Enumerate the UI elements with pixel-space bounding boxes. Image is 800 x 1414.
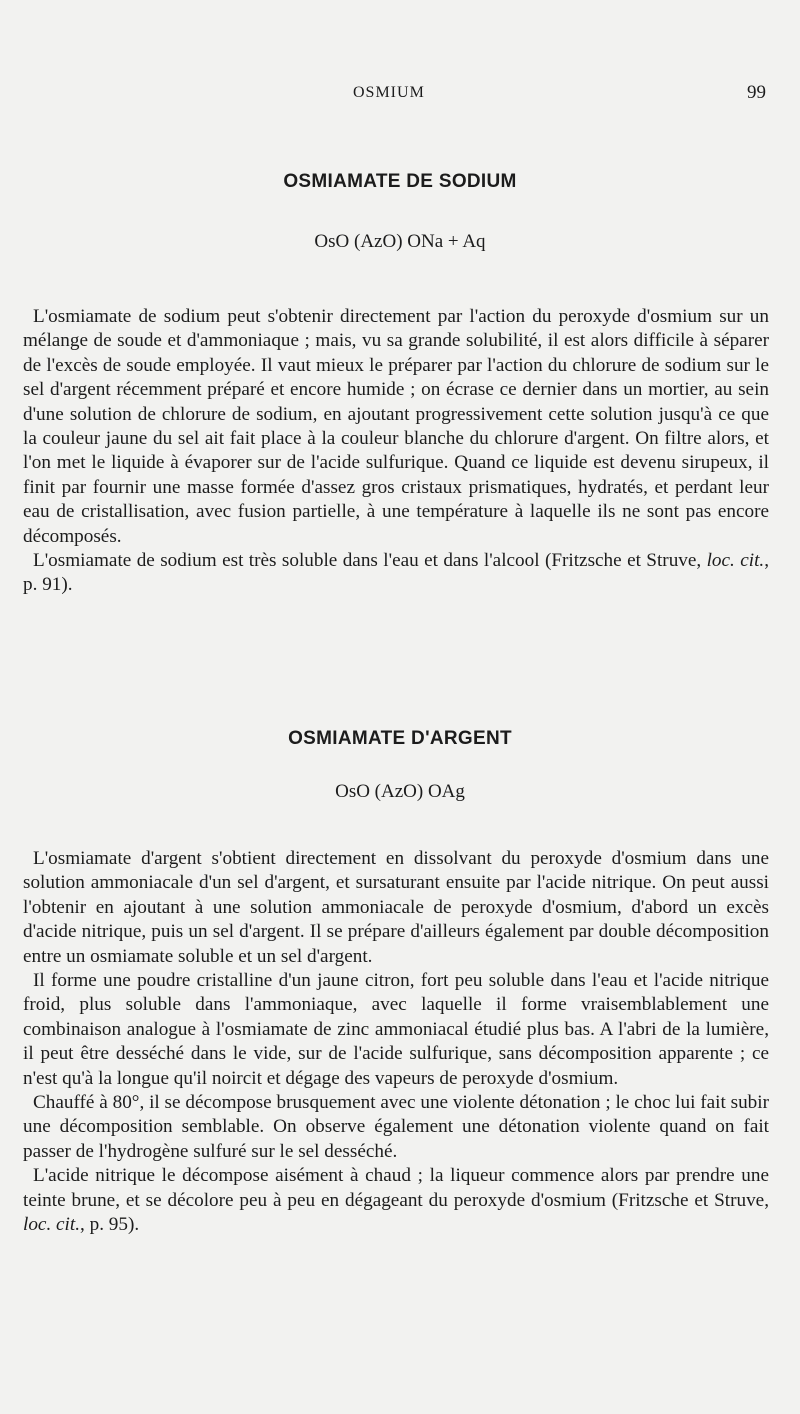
paragraph: L'osmiamate d'argent s'obtient directement en dissolvant du peroxyde d'osmium dans une solution ammoniacale d'un sel d'argent, et sursaturant ensuite par l'acide nitrique. On peut aussi l'obtenir en ajoutant à une solution ammoniacale de peroxyde d'osmium, d'abord un excès d'acide nitrique, puis un sel d'argent. Il se prépare d'ailleurs également par double décomposition entre un osmiamate soluble et un sel d'argent. <box>23 848 769 967</box>
paragraph-text: L'osmiamate de sodium est très soluble dans l'eau et dans l'alcool (Fritzsche et Struve, <box>33 550 707 572</box>
paragraph: Chauffé à 80°, il se décompose brusquement avec une violente détonation ; le choc lui fait subir une décomposition semblable. On observe également une détonation violente quand on fait passer de l'hydrogène sulfuré sur le sel desséché. <box>23 1092 769 1162</box>
paragraph-text: , p. 95). <box>80 1214 140 1236</box>
formula-sodium: OsO (AzO) ONa + Aq <box>314 231 486 252</box>
paragraph-text: , p. 91). <box>23 550 769 596</box>
section-body-sodium <box>23 305 769 598</box>
citation: loc. cit. <box>23 1214 81 1236</box>
running-title: OSMIUM <box>353 84 425 101</box>
section-title-argent: OSMIAMATE D'ARGENT <box>288 728 512 749</box>
paragraph: Il forme une poudre cristalline d'un jaune citron, fort peu soluble dans l'eau et l'acide nitrique froid, plus soluble dans l'ammoniaque, avec laquelle il forme vraisemblablement une combinaison analogue à l'osmiamate de zinc ammoniacal étudié plus bas. A l'abri de la lumière, il peut être desséché dans le vide, sur de l'acide sulfurique, sans décomposition apparente ; ce n'est qu'à la longue qu'il noircit et dégage des vapeurs de peroxyde d'osmium. <box>23 970 769 1089</box>
formula-argent: OsO (AzO) OAg <box>335 781 465 802</box>
paragraph <box>23 1164 769 1237</box>
paragraph-text: L'acide nitrique le décompose aisément à chaud ; la liqueur commence alors par prendre une teinte brune, et se décolore peu à peu en dégageant du peroxyde d'osmium (Fritzsche et Struve, <box>23 1165 769 1211</box>
paragraph: L'osmiamate de sodium peut s'obtenir directement par l'action du peroxyde d'osmium sur un mélange de soude et d'ammoniaque ; mais, vu sa grande solubilité, il est alors difficile à séparer de l'excès de soude employée. Il vaut mieux le préparer par l'action du chlorure de sodium sur le sel d'argent récemment préparé et encore humide ; on écrase ce dernier dans un mortier, au sein d'une solution de chlorure de sodium, en ajoutant progressivement cette solution jusqu'à ce que la couleur jaune du sel ait fait place à la couleur blanche du chlorure d'argent. On filtre alors, et l'on met le liquide à évaporer sur de l'acide sulfurique. Quand ce liquide est devenu sirupeux, il finit par fournir une masse formée d'assez gros cristaux prismatiques, hydratés, et perdant leur eau de cristallisation, avec fusion partielle, à une température à laquelle ils ne sont pas encore décomposés. <box>23 306 769 547</box>
section-title-sodium: OSMIAMATE DE SODIUM <box>283 171 517 192</box>
page-number: 99 <box>747 82 766 103</box>
paragraph <box>23 549 769 598</box>
section-body-argent <box>23 847 769 1238</box>
page-header <box>0 80 800 110</box>
citation: loc. cit. <box>706 550 765 572</box>
